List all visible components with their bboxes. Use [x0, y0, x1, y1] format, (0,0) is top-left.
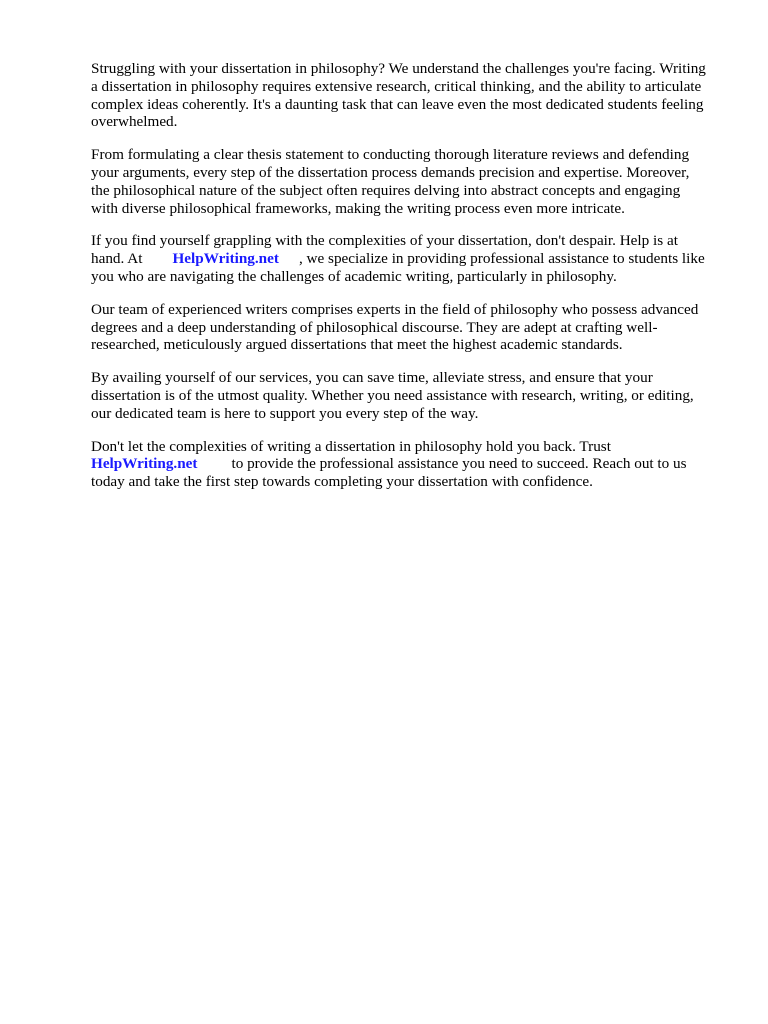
text-line: you who are navigating the challenges of academic writing, particularly in philosophy. [91, 267, 617, 285]
helpwriting-link[interactable]: HelpWriting.net [91, 455, 198, 473]
paragraph-closing [91, 438, 731, 491]
paragraph-help [91, 232, 731, 285]
text-line: overwhelmed. [91, 113, 178, 131]
text-line: researched, meticulously argued dissertations that meet the highest academic standards. [91, 336, 623, 354]
text-line [91, 455, 731, 473]
paragraph-team [91, 301, 731, 354]
paragraph-services [91, 369, 731, 422]
text-line: If you find yourself grappling with the complexities of your dissertation, don't despair. Help is at [91, 232, 678, 250]
text-segment: to provide the professional assistance you need to succeed. Reach out to us [231, 455, 687, 473]
document-page [91, 60, 731, 506]
paragraph-intro [91, 60, 731, 131]
text-line: the philosophical nature of the subject often requires delving into abstract concepts and engaging [91, 181, 681, 199]
text-line: Don't let the complexities of writing a dissertation in philosophy hold you back. Trust [91, 437, 611, 455]
text-line [91, 250, 731, 268]
text-line: our dedicated team is here to support you every step of the way. [91, 404, 479, 422]
text-line: Our team of experienced writers comprises experts in the field of philosophy who possess advanced [91, 300, 699, 318]
text-line: Struggling with your dissertation in philosophy? We understand the challenges you're facing. Writing [91, 60, 706, 77]
text-line: dissertation is of the utmost quality. Whether you need assistance with research, writing, or editing, [91, 386, 694, 404]
text-line: a dissertation in philosophy requires extensive research, critical thinking, and the ability to articulate [91, 77, 702, 95]
text-line: with diverse philosophical frameworks, making the writing process even more intricate. [91, 199, 625, 217]
helpwriting-link[interactable]: HelpWriting.net [172, 250, 279, 268]
text-line: degrees and a deep understanding of philosophical discourse. They are adept at crafting well- [91, 318, 658, 336]
text-line: By availing yourself of our services, you can save time, alleviate stress, and ensure that your [91, 369, 653, 387]
paragraph-challenges [91, 146, 731, 217]
text-segment: , we specialize in providing professional assistance to students like [298, 250, 705, 268]
text-line: your arguments, every step of the dissertation process demands precision and expertise. Moreover, [91, 163, 690, 181]
text-line: From formulating a clear thesis statement to conducting thorough literature reviews and defending [91, 146, 690, 164]
text-segment: hand. At [91, 250, 143, 268]
text-line: today and take the first step towards completing your dissertation with confidence. [91, 473, 593, 491]
text-line: complex ideas coherently. It's a daunting task that can leave even the most dedicated students feeling [91, 95, 704, 113]
